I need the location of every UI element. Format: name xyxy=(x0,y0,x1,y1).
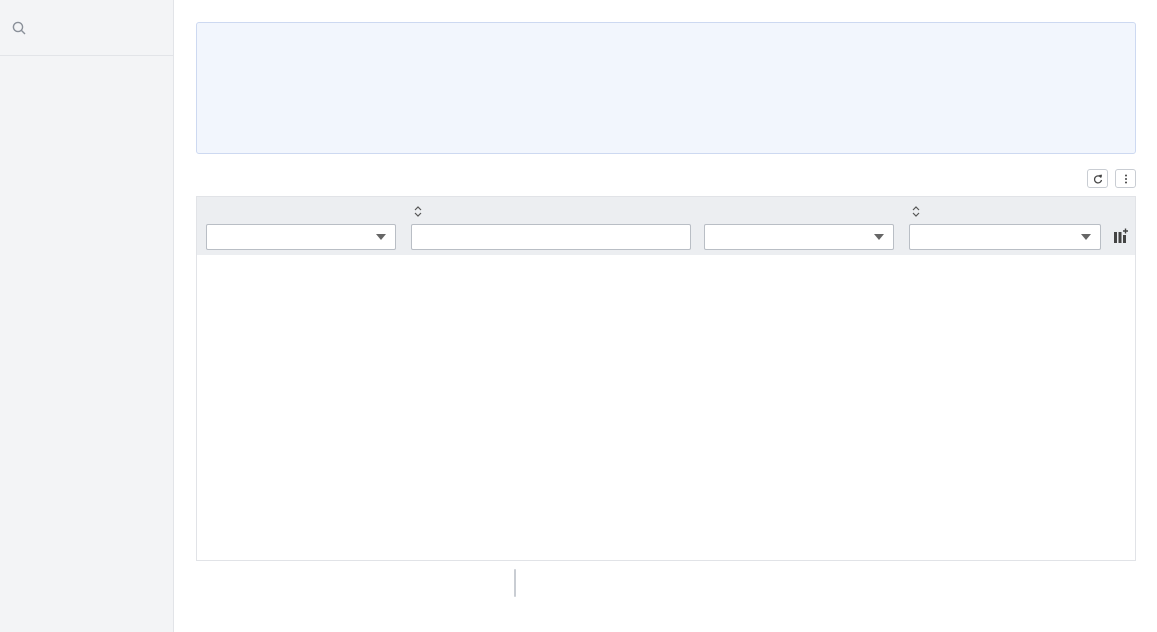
sort-icon[interactable] xyxy=(414,206,422,217)
header-last-updated[interactable] xyxy=(909,205,920,219)
main-content xyxy=(174,0,1157,632)
more-options-button[interactable] xyxy=(1115,169,1136,188)
name-filter-input[interactable] xyxy=(411,224,691,250)
info-banner xyxy=(196,22,1136,154)
pagination xyxy=(514,569,516,597)
more-vertical-icon xyxy=(1124,174,1128,184)
sort-icon[interactable] xyxy=(912,206,920,217)
chevron-down-icon xyxy=(376,234,386,240)
header-name[interactable] xyxy=(411,205,422,219)
table-header xyxy=(197,197,1135,255)
refresh-icon xyxy=(1093,174,1103,184)
column-settings-icon[interactable] xyxy=(1113,228,1129,244)
class-filter-select[interactable] xyxy=(704,224,894,250)
refresh-button[interactable] xyxy=(1087,169,1108,188)
devices-table xyxy=(196,196,1136,561)
query-row xyxy=(196,170,1136,188)
sidebar xyxy=(0,0,174,632)
chevron-down-icon xyxy=(1081,234,1091,240)
search-input[interactable] xyxy=(0,0,173,56)
status-filter-select[interactable] xyxy=(206,224,396,250)
chevron-down-icon xyxy=(874,234,884,240)
date-filter-select[interactable] xyxy=(909,224,1101,250)
search-icon xyxy=(12,21,26,35)
